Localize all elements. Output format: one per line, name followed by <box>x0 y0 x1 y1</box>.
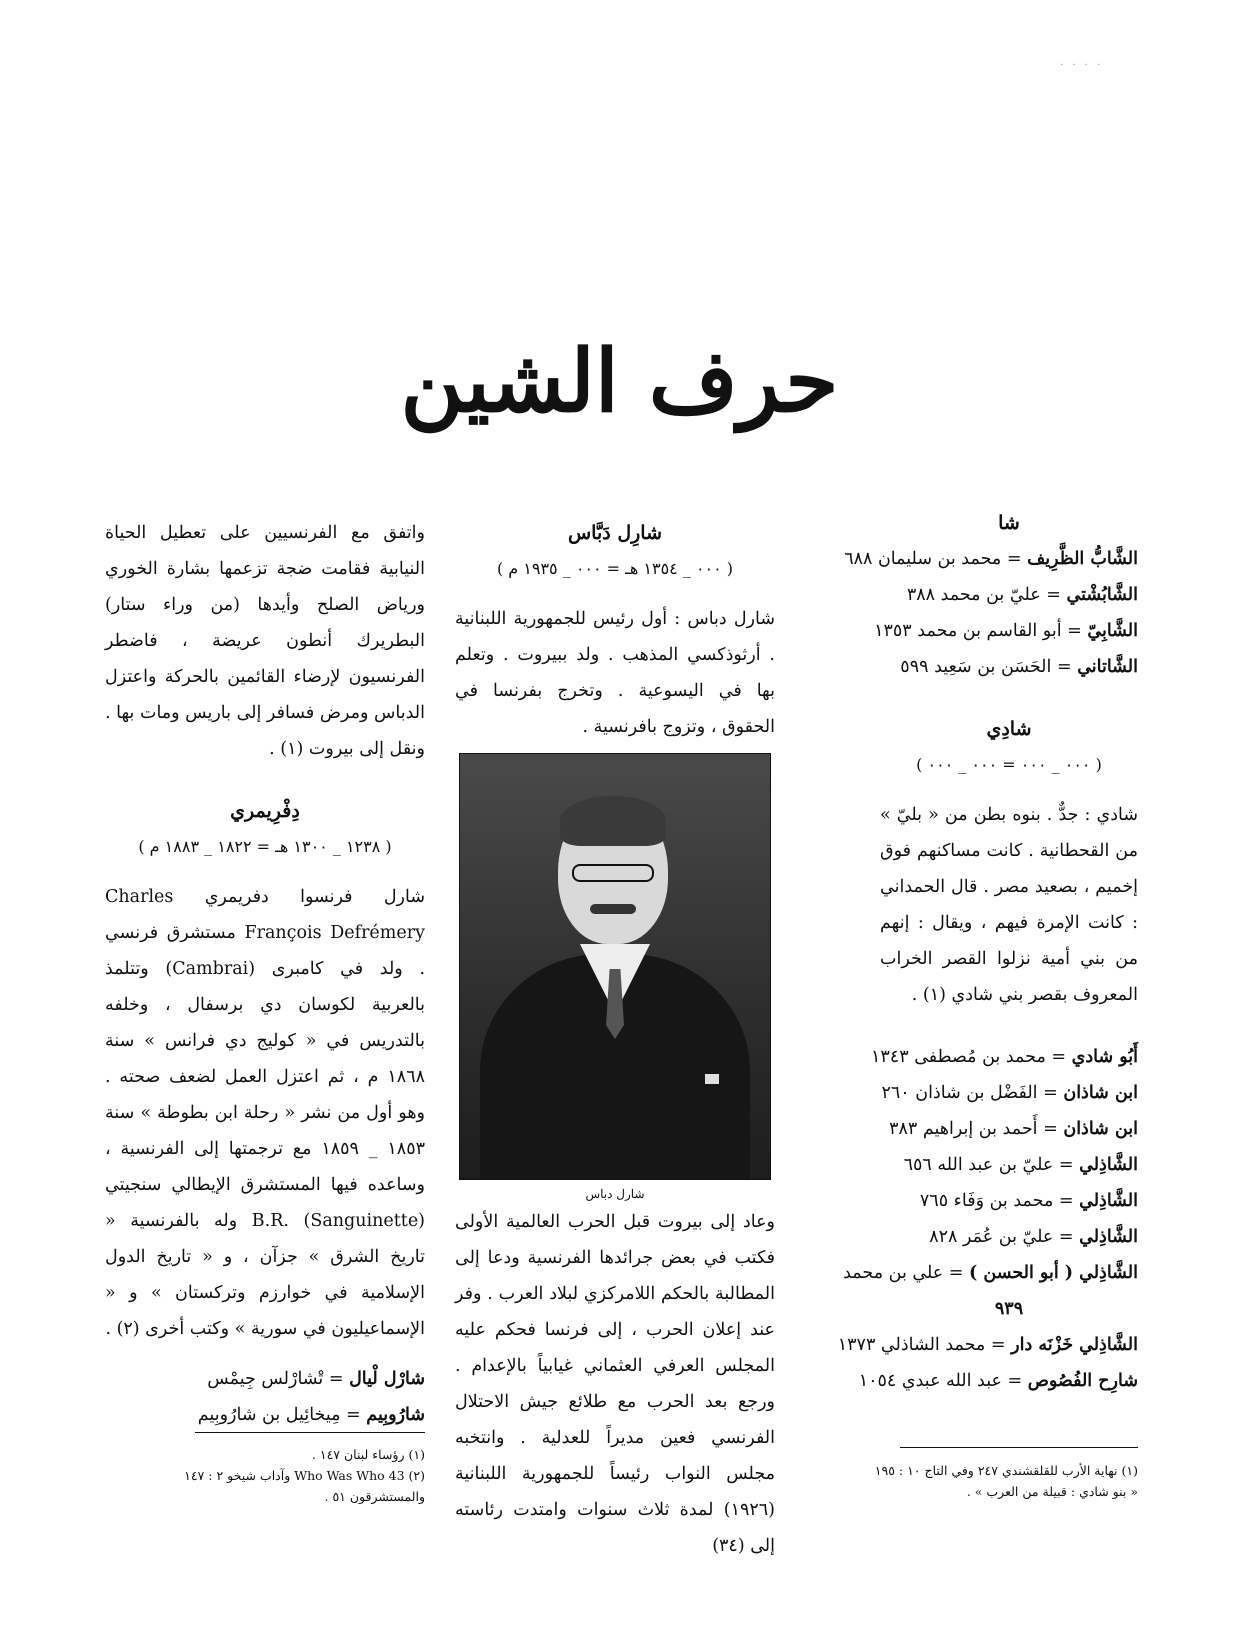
list-item <box>880 649 1138 685</box>
entry-name: الشَّاذِلي خَزْنَه دار <box>1011 1335 1138 1355</box>
list-item <box>880 1219 1138 1255</box>
footnote: (٢) Who Was Who 43 وآداب شيخو ٢ : ١٤٧ <box>184 1468 425 1483</box>
entry-name: الشَّابِيّ <box>1087 621 1138 641</box>
left-column <box>105 515 425 1433</box>
entry-ref: = أبو القاسم بن محمد ١٣٥٣ <box>874 621 1082 641</box>
list-item <box>837 1327 1138 1363</box>
article-heading-defremery: دِفْرِيمري <box>230 800 300 822</box>
list-item <box>874 613 1138 649</box>
entry-name: شارُوبِيم <box>366 1405 425 1425</box>
entry-ref: = عليّ بن عُمَر ٨٢٨ <box>929 1227 1074 1247</box>
entry-ref: = الفَضْل بن شاذان ٢٦٠ <box>881 1083 1058 1103</box>
list-item <box>105 1361 425 1397</box>
list-item <box>880 577 1138 613</box>
photo-caption: شارل دباس <box>585 1187 645 1201</box>
entry-ref: = علي بن محمد <box>843 1263 964 1283</box>
section-heading-sha: شا <box>998 512 1020 534</box>
entry-ref: = محمد بن وَفَاء ٧٦٥ <box>919 1191 1074 1211</box>
section-dates-shadi: ( ٠٠٠ _ ٠٠٠ = ٠٠٠ _ ٠٠٠ ) <box>916 755 1102 774</box>
middle-column <box>455 515 775 1564</box>
article-body-dabbas-bottom: وعاد إلى بيروت قبل الحرب العالمية الأولى فكتب في بعض جرائدها الفرنسية ودعا إلى المطالبة بالحكم اللامركزي لبلاد العرب . وفر عند إعلان الحرب ، إلى فرنسا فحكم عليه المجلس العرفي العثماني غيابياً بالإعدام . ورجع بعد الحرب مع طلائع جيش الاحتلال الفرنسي فعين مديراً للعدلية . وانتخبه مجلس النواب رئيساً للجمهورية اللبنانية (١٩٢٦) لمدة ثلاث سنوات وامتدت رئاسته إلى (٣٤) <box>455 1212 775 1556</box>
footnote: (١) نهاية الأرب للقلقشندي ٢٤٧ وفي التاج ١٠ : ١٩٥ <box>874 1463 1138 1478</box>
footnote: (١) رؤساء لبنان ١٤٧ . <box>311 1447 425 1462</box>
entry-name: شارْل لْيال <box>349 1369 425 1389</box>
entry-name: ابن شاذان <box>1063 1083 1138 1103</box>
list-item <box>880 1183 1138 1219</box>
entry-name: الشَّابُشْتي <box>1066 585 1138 605</box>
list-item <box>880 1147 1138 1183</box>
footnote-rule-left <box>195 1432 425 1433</box>
entry-ref: = محمد الشاذلي ١٣٧٣ <box>837 1335 1006 1355</box>
footnotes-left <box>180 1444 425 1507</box>
entry-name: الشَّاذِلي <box>1079 1227 1138 1247</box>
entry-name: أَبُو شادي <box>1071 1047 1138 1067</box>
entry-list-sha <box>844 541 1138 685</box>
entry-ref: = عليّ بن محمد ٣٨٨ <box>906 585 1061 605</box>
entry-ref: ٩٣٩ <box>994 1299 1024 1319</box>
article-body-shadi: شادي : جدٌّ . بنوه بطن من « بليّ » من القحطانية . كانت مساكنهم فوق إخميم ، بصعيد مصر . قال الحمداني : كانت الإمرة فيهم ، ويقال : إنهم من بني أمية نزلوا القصر الخراب المعروف بقصر بني شادي (١) . <box>880 805 1138 1005</box>
article-body-dabbas-continued: واتفق مع الفرنسيين على تعطيل الحياة النيابية فقامت ضجة تزعمها بشارة الخوري ورياض الصلح وأيدها (من وراء ستار) البطريرك أنطون عريضة ، فاضطر الفرنسيون لإرضاء القائمين بالحركة واعتزل الدباس ومرض فسافر إلى باريس ومات بها . ونقل إلى بيروت (١) . <box>105 523 425 759</box>
article-heading-dabbas: شارِل دَبَّاس <box>567 522 663 544</box>
page-title: حرف الشين <box>400 331 839 432</box>
article-dates-defremery: ( ١٢٣٨ _ ١٣٠٠ هـ = ١٨٢٢ _ ١٨٨٣ م ) <box>138 837 392 856</box>
entry-ref: = تْشارْلس جِيمْس <box>207 1369 344 1389</box>
article-dates-dabbas: ( ٠٠٠ _ ١٣٥٤ هـ = ٠٠٠ _ ١٩٣٥ م ) <box>496 559 734 578</box>
list-item <box>844 541 1138 577</box>
list-item <box>880 1111 1138 1147</box>
list-item <box>880 1075 1138 1111</box>
article-body-defremery: شارل فرنسوا دفريمري Charles François Defrémery مستشرق فرنسي . ولد في كامبرى (Cambrai) وتتلمذ بالعربية لكوسان دي برسفال ، وخلفه بالتدريس في « كوليج دي فرانس » سنة ١٨٦٨ م ، ثم اعتزل العمل لضعف صحته . وهو أول من نشر « رحلة ابن بطوطة » سنة ١٨٥٣ _ ١٨٥٩ مع ترجمتها إلى الفرنسية ، وساعده فيها المستشرق الإيطالي سنجيتي B.R. (Sanguinette) وله بالفرنسية « تاريخ الشرق » جزآن ، و « تاريخ الدول الإسلامية في خوارزم وتركستان » و « الإسماعيليون في سورية » وكتب أخرى (٢) . <box>105 887 426 1339</box>
list-item <box>105 1397 425 1433</box>
footnotes-right <box>818 1460 1138 1502</box>
entry-name: الشَّابُّ الظَّرِيف <box>1027 549 1138 569</box>
article-body-dabbas-top: شارل دباس : أول رئيس للجمهورية اللبنانية . أرثوذكسي المذهب . ولد ببيروت . وتعلم بها في اليسوعية . وتخرج بفرنسا في الحقوق ، وتزوج بافرنسية . <box>455 609 775 737</box>
entry-ref: = عليّ بن عبد الله ٦٥٦ <box>903 1155 1074 1175</box>
entry-ref: = الحَسَن بن سَعِيد ٥٩٩ <box>900 657 1072 677</box>
corner-marks: · · · · <box>1060 60 1104 71</box>
entry-ref: = محمد بن مُصطفى ١٣٤٣ <box>871 1047 1067 1067</box>
footnote: « بنو شادي : قبيلة من العرب » . <box>966 1484 1138 1499</box>
entry-ref: = أَحمد بن إبراهيم ٣٨٣ <box>889 1119 1058 1139</box>
entry-ref: = عبد الله عبدي ١٠٥٤ <box>858 1371 1023 1391</box>
entry-name: الشَّاذِلي ( أبو الحسن ) <box>969 1263 1138 1283</box>
footnote: والمستشرقون ٥١ . <box>324 1489 425 1504</box>
list-item <box>871 1039 1138 1075</box>
entry-name: الشَّاذِلي <box>1079 1191 1138 1211</box>
list-item <box>858 1363 1138 1399</box>
entry-name: الشَّاتاني <box>1077 657 1138 677</box>
entry-name: ابن شاذان <box>1063 1119 1138 1139</box>
portrait-photo <box>459 753 771 1180</box>
right-column <box>837 505 1138 1399</box>
entry-name: الشَّاذِلي <box>1079 1155 1138 1175</box>
footnote-rule-right <box>900 1447 1138 1448</box>
entry-list-shadhili <box>837 1039 1138 1399</box>
entry-ref: = مِيخائِيل بن شارُوبِيم <box>197 1405 361 1425</box>
list-item <box>880 1291 1138 1327</box>
list-item <box>843 1255 1138 1291</box>
entry-name: شارِح الفُصُوص <box>1027 1371 1138 1391</box>
entry-ref: = محمد بن سليمان ٦٨٨ <box>844 549 1022 569</box>
section-heading-shadi: شادِي <box>986 718 1032 740</box>
